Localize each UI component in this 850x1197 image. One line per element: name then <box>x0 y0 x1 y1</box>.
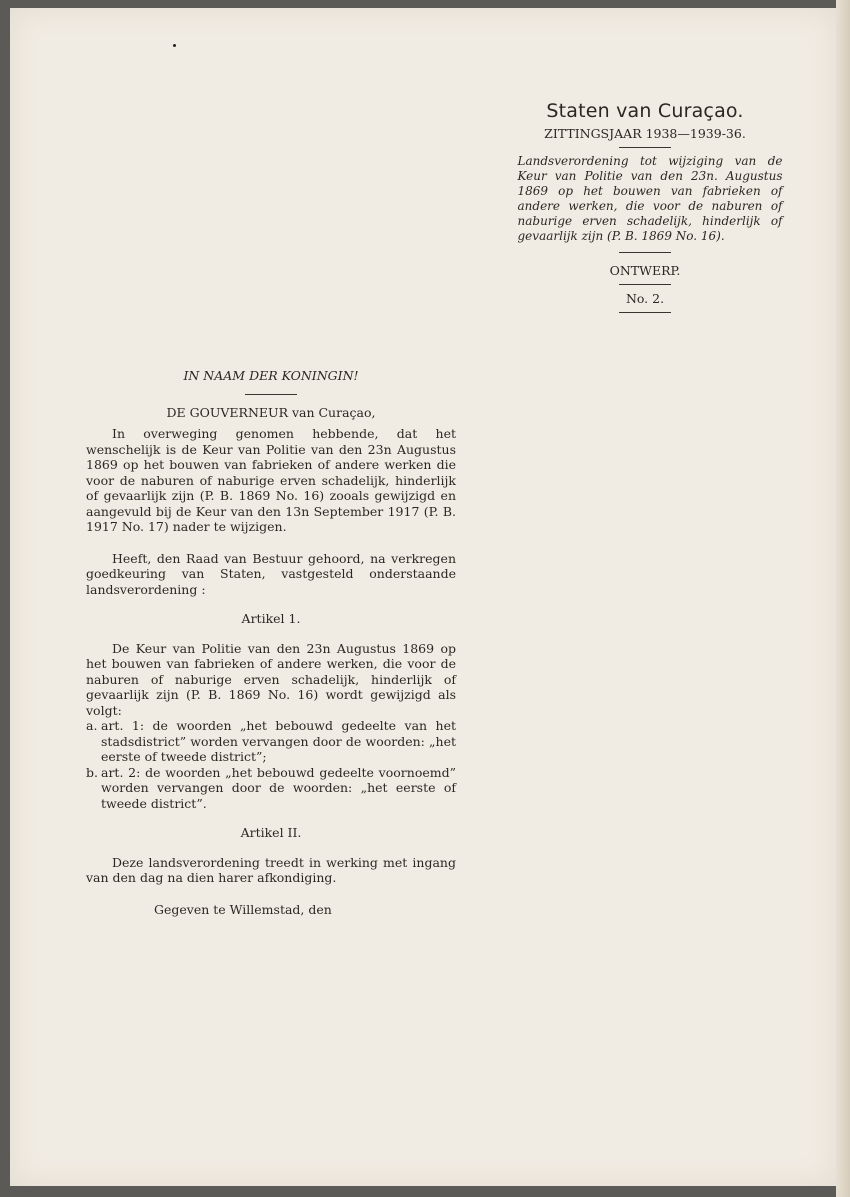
amendment-text: art. 1: de woorden „het bebouwd gedeelte van het stadsdistrict” worden vervangen door de woorden: „het eerste of tweede district”; <box>101 718 456 764</box>
page-edge <box>836 0 850 1197</box>
enacting-paragraph: Heeft, den Raad van Bestuur gehoord, na verkregen goedkeuring van Staten, vastgesteld onderstaande landsverordening : <box>86 550 456 597</box>
divider <box>619 147 671 148</box>
amendment-label: a. <box>86 718 98 733</box>
session-year: ZITTINGSJAAR 1938—1939-36. <box>544 126 746 141</box>
invocation: IN NAAM DER KONINGIN! <box>183 368 359 383</box>
article-2-text: Deze landsverordening treedt in werking met ingang van den dag na dien harer afkondiging. <box>86 854 456 885</box>
closing-line: Gegeven te Willemstad, den <box>154 901 332 917</box>
document-header <box>500 100 790 319</box>
divider <box>619 284 671 285</box>
document-body <box>86 368 456 917</box>
amendment-item <box>86 718 456 765</box>
draft-label: ONTWERP. <box>609 263 681 278</box>
amendment-item <box>86 765 456 812</box>
article-2-heading: Artikel II. <box>240 825 302 840</box>
amendment-text: art. 2: de woorden „het bebouwd gedeelte voornoemd” worden vervangen door de woorden: „het eerste of tweede district”. <box>101 764 456 811</box>
issuer: DE GOUVERNEUR van Curaçao, <box>166 404 376 420</box>
document-number: No. 2. <box>625 291 665 306</box>
article-1-heading: Artikel 1. <box>241 611 301 626</box>
document-page <box>10 8 836 1186</box>
divider <box>619 252 671 253</box>
ink-speck <box>173 44 176 47</box>
document-subject: Landsverordening tot wijziging van de Keur van Politie van den 23n. Augustus 1869 op het bouwen van fabrieken of andere werken, die voor de naburen of naburige erven schadelijk, hinderlijk of gevaarlijk zijn (P. B. 1869 No. 16). <box>517 154 783 243</box>
article-1-text: De Keur van Politie van den 23n Augustus 1869 op het bouwen van fabrieken of andere werken, die voor de naburen of naburige erven schadelijk, hinderlijk of gevaarlijk zijn (P. B. 1869 No. 16) wordt gewijzigd als volgt: <box>86 640 456 718</box>
divider <box>245 394 297 395</box>
divider <box>619 312 671 313</box>
considering-paragraph: In overweging genomen hebbende, dat het wenschelijk is de Keur van Politie van den 23n Augustus 1869 op het bouwen van fabrieken of andere werken die voor de naburen of naburige erven schadelijk, hinderlijk of gevaarlijk zijn (P. B. 1869 No. 16) zooals gewijzigd en aangevuld bij de Keur van den 13n September 1917 (P. B. 1917 No. 17) nader te wijzigen. <box>86 426 456 534</box>
amendment-label: b. <box>86 764 98 780</box>
document-title: Staten van Curaçao. <box>546 100 744 122</box>
